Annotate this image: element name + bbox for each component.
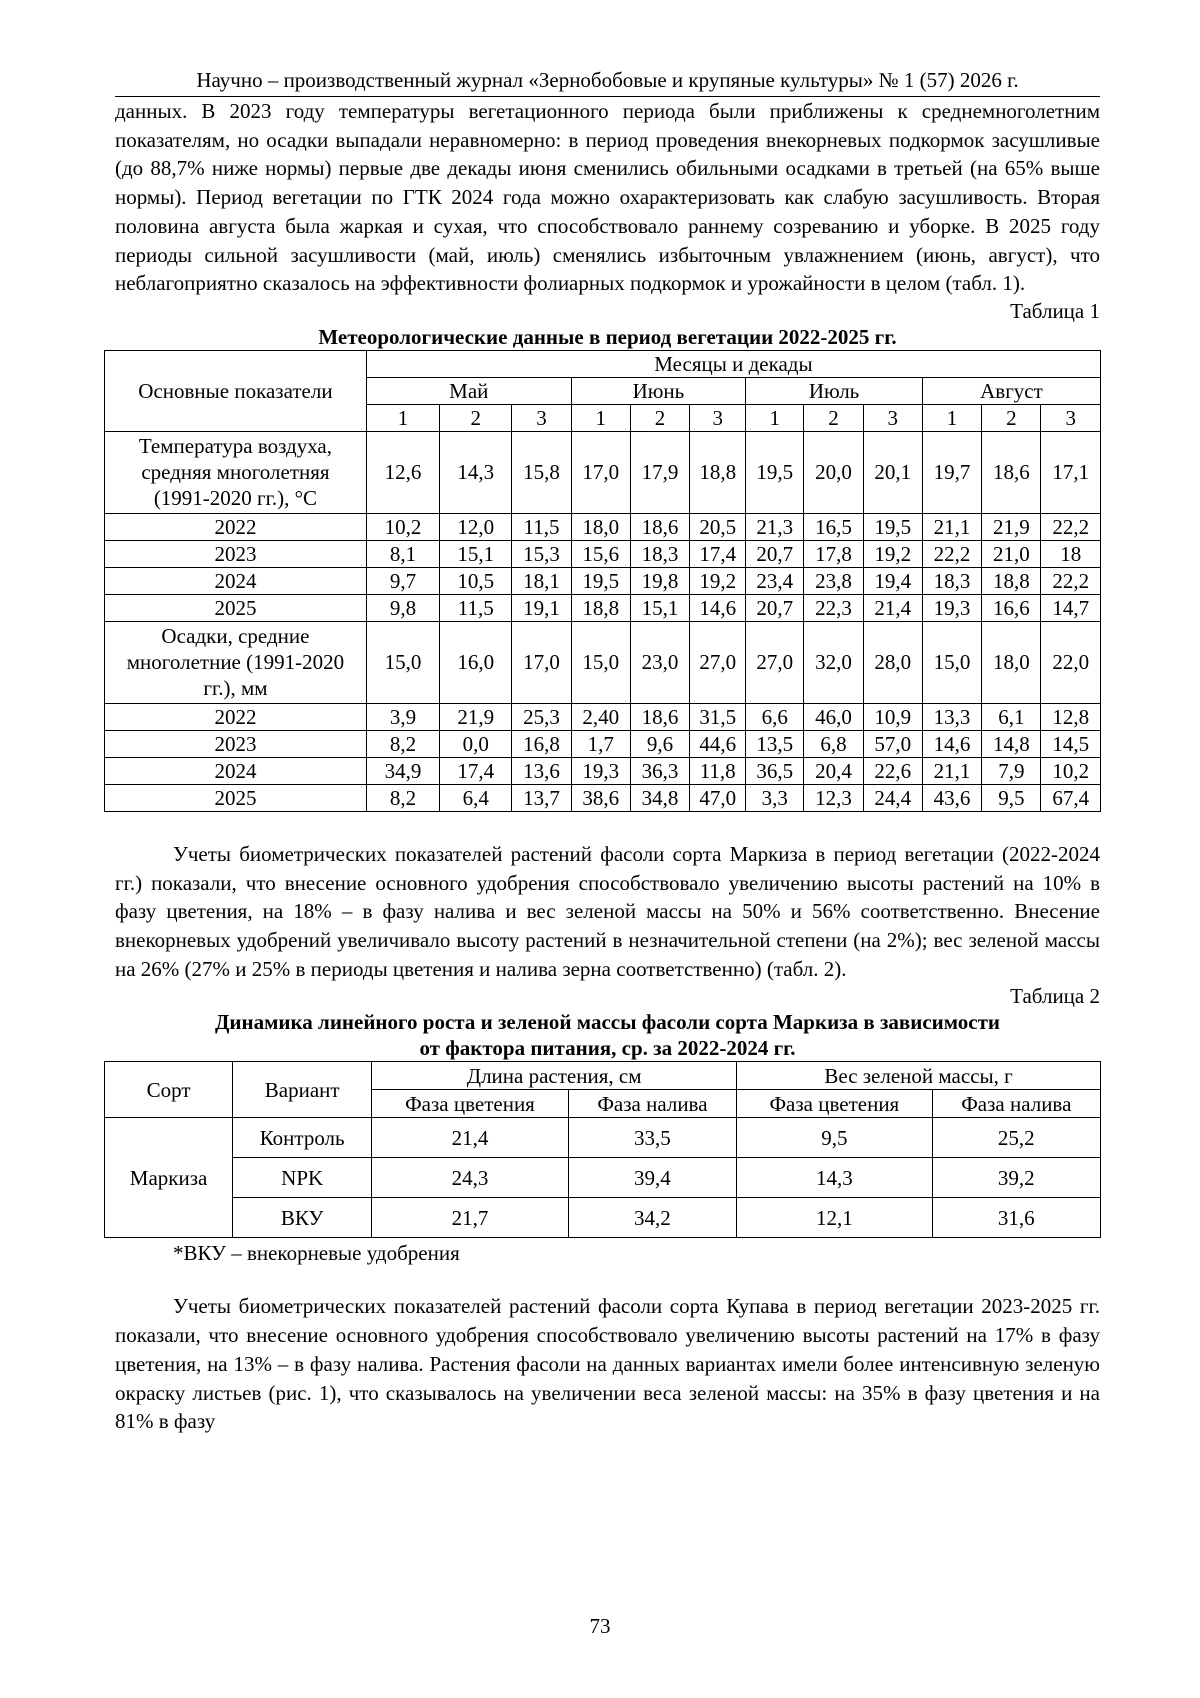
table-1-cell: 22,3 <box>804 594 863 621</box>
table-1-cell: 17,9 <box>630 431 689 513</box>
table-1-cell: 3,9 <box>366 703 439 730</box>
table-1-cell: 27,0 <box>690 621 746 703</box>
table-1-cell: 19,4 <box>863 567 922 594</box>
table-1-row-label: 2023 <box>105 540 367 567</box>
table-1-cell: 22,2 <box>922 540 981 567</box>
table-1-cell: 2,40 <box>571 703 630 730</box>
table-1-row <box>105 621 1101 703</box>
table-1-cell: 17,0 <box>571 431 630 513</box>
table-1-cell: 67,4 <box>1041 784 1101 811</box>
table-1-decade: 2 <box>804 404 863 431</box>
table-1-cell: 20,4 <box>804 757 863 784</box>
table-1-cell: 15,0 <box>571 621 630 703</box>
table-1-cell: 18,1 <box>512 567 571 594</box>
table-1-cell: 38,6 <box>571 784 630 811</box>
table-2-variant: ВКУ <box>233 1198 372 1238</box>
table-2-variant: Контроль <box>233 1118 372 1158</box>
table-1-decade: 1 <box>922 404 981 431</box>
table-1-decade: 2 <box>630 404 689 431</box>
table-2-header-length: Длина растения, см <box>372 1062 737 1090</box>
table-1-row <box>105 540 1101 567</box>
table-1-decade: 2 <box>440 404 512 431</box>
table-1-decade: 3 <box>512 404 571 431</box>
table-1-cell: 1,7 <box>571 730 630 757</box>
table-1-cell: 9,6 <box>630 730 689 757</box>
table-1-month: Июль <box>746 377 923 404</box>
table-2-cell: 39,2 <box>932 1158 1100 1198</box>
table-1-cell: 17,1 <box>1041 431 1101 513</box>
table-1-cell: 28,0 <box>863 621 922 703</box>
table-2-cell: 14,3 <box>737 1158 933 1198</box>
table-1-cell: 13,3 <box>922 703 981 730</box>
table-1-cell: 25,3 <box>512 703 571 730</box>
table-1-cell: 8,1 <box>366 540 439 567</box>
table-2-cell: 24,3 <box>372 1158 569 1198</box>
table-1-cell: 19,5 <box>571 567 630 594</box>
table-1-row-label: 2023 <box>105 730 367 757</box>
table-1-cell: 19,1 <box>512 594 571 621</box>
table-1-cell: 14,8 <box>982 730 1041 757</box>
page <box>115 68 1100 1436</box>
table-2-row <box>105 1198 1101 1238</box>
table-1-row <box>105 784 1101 811</box>
table-1-cell: 21,3 <box>746 513 804 540</box>
table-1-cell: 19,2 <box>690 567 746 594</box>
table-2-cell: 21,7 <box>372 1198 569 1238</box>
table-1-cell: 19,5 <box>863 513 922 540</box>
table-1-row-label: 2022 <box>105 703 367 730</box>
table-1-cell: 20,0 <box>804 431 863 513</box>
table-1-cell: 23,0 <box>630 621 689 703</box>
table-1-cell: 22,0 <box>1041 621 1101 703</box>
journal-header: Научно – производственный журнал «Зернобобовые и крупяные культуры» № 1 (57) 2026 г. <box>115 68 1100 97</box>
table-1-title: Метеорологические данные в период вегетации 2022-2025 гг. <box>318 324 897 349</box>
table-1-cell: 18,3 <box>922 567 981 594</box>
table-1-row <box>105 513 1101 540</box>
table-1-cell: 31,5 <box>690 703 746 730</box>
table-1-cell: 36,5 <box>746 757 804 784</box>
table-1-cell: 19,2 <box>863 540 922 567</box>
table-1-cell: 15,6 <box>571 540 630 567</box>
table-1-cell: 10,2 <box>1041 757 1101 784</box>
table-1-cell: 20,7 <box>746 540 804 567</box>
table-1-cell: 21,1 <box>922 513 981 540</box>
table-2-label: Таблица 2 <box>1010 984 1100 1009</box>
table-1-row <box>105 730 1101 757</box>
table-1-row-label: 2025 <box>105 594 367 621</box>
table-1-row <box>105 594 1101 621</box>
table-1-cell: 18 <box>1041 540 1101 567</box>
table-1-cell: 14,6 <box>922 730 981 757</box>
table-1-cell: 47,0 <box>690 784 746 811</box>
table-2-subheader: Фаза цветения <box>372 1090 569 1118</box>
table-1-cell: 12,0 <box>440 513 512 540</box>
table-1-cell: 8,2 <box>366 784 439 811</box>
table-1-cell: 19,5 <box>746 431 804 513</box>
table-1-cell: 14,6 <box>690 594 746 621</box>
table-1-cell: 18,0 <box>571 513 630 540</box>
table-2-cell: 12,1 <box>737 1198 933 1238</box>
table-1-cell: 6,1 <box>982 703 1041 730</box>
table-1-cell: 16,8 <box>512 730 571 757</box>
table-1-cell: 21,0 <box>982 540 1041 567</box>
table-1-cell: 15,0 <box>366 621 439 703</box>
table-1-decade: 1 <box>366 404 439 431</box>
table-1-month: Май <box>366 377 571 404</box>
table-1-cell: 11,8 <box>690 757 746 784</box>
table-1-row <box>105 567 1101 594</box>
table-1-cell: 6,6 <box>746 703 804 730</box>
table-1-cell: 18,6 <box>982 431 1041 513</box>
table-1-decade: 2 <box>982 404 1041 431</box>
table-2-title-line-2: от фактора питания, ср. за 2022-2024 гг. <box>419 1036 796 1061</box>
table-1-cell: 18,0 <box>982 621 1041 703</box>
table-1-row-label: Температура воздуха, средняя многолетняя (1991-2020 гг.), °С <box>105 431 367 513</box>
table-1-label: Таблица 1 <box>1010 298 1100 323</box>
table-1-cell: 22,6 <box>863 757 922 784</box>
table-1-decade: 1 <box>746 404 804 431</box>
table-1-cell: 16,5 <box>804 513 863 540</box>
table-1-cell: 23,4 <box>746 567 804 594</box>
table-2-header-variant: Вариант <box>233 1062 372 1118</box>
table-1-cell: 13,7 <box>512 784 571 811</box>
table-2-cell: 33,5 <box>568 1118 736 1158</box>
table-1-row <box>105 703 1101 730</box>
table-1-cell: 21,9 <box>440 703 512 730</box>
table-2-cell: 21,4 <box>372 1118 569 1158</box>
table-1-cell: 27,0 <box>746 621 804 703</box>
table-1-cell: 34,8 <box>630 784 689 811</box>
table-1-row-label: 2024 <box>105 757 367 784</box>
table-1-month: Июнь <box>571 377 746 404</box>
table-1-cell: 13,6 <box>512 757 571 784</box>
table-1-cell: 20,7 <box>746 594 804 621</box>
table-1-cell: 21,4 <box>863 594 922 621</box>
table-1-col-header: Основные показатели <box>105 350 367 431</box>
table-1-cell: 17,0 <box>512 621 571 703</box>
table-1-decade: 1 <box>571 404 630 431</box>
table-1-cell: 12,6 <box>366 431 439 513</box>
table-2-title-line-1: Динамика линейного роста и зеленой массы фасоли сорта Маркиза в зависимости <box>214 1010 1001 1035</box>
table-1-cell: 18,6 <box>630 703 689 730</box>
table-1-cell: 15,1 <box>440 540 512 567</box>
table-1 <box>104 350 1101 812</box>
table-1-cell: 14,7 <box>1041 594 1101 621</box>
table-2-cell: 25,2 <box>932 1118 1100 1158</box>
table-2-row <box>105 1158 1101 1198</box>
table-1-cell: 57,0 <box>863 730 922 757</box>
table-1-row-label: 2025 <box>105 784 367 811</box>
table-1-row-label: 2022 <box>105 513 367 540</box>
table-1-cell: 12,8 <box>1041 703 1101 730</box>
table-1-cell: 43,6 <box>922 784 981 811</box>
table-1-month: Август <box>922 377 1100 404</box>
table-1-cell: 46,0 <box>804 703 863 730</box>
table-1-cell: 15,0 <box>922 621 981 703</box>
table-1-cell: 12,3 <box>804 784 863 811</box>
table-1-cell: 17,8 <box>804 540 863 567</box>
table-1-cell: 18,3 <box>630 540 689 567</box>
table-2-subheader: Фаза налива <box>932 1090 1100 1118</box>
table-1-cell: 0,0 <box>440 730 512 757</box>
table-1-cell: 11,5 <box>512 513 571 540</box>
table-1-cell: 10,2 <box>366 513 439 540</box>
table-1-cell: 34,9 <box>366 757 439 784</box>
table-1-cell: 18,8 <box>690 431 746 513</box>
table-1-cell: 19,8 <box>630 567 689 594</box>
table-1-cell: 18,6 <box>630 513 689 540</box>
paragraph-3: Учеты биометрических показателей растений фасоли сорта Купава в период вегетации 2023-2025 гг. показали, что внесение основного удобрения способствовало увеличению высоты растений на 17% в фазу цветения, на 13% – в фазу налива. Растения фасоли на данных вариантах имели более интенсивную зеленую окраску листьев (рис. 1), что сказывалось на увеличении веса зеленой массы: на 35% в фазу цветения и на 81% в фазу <box>115 1294 1100 1434</box>
table-1-decade: 3 <box>1041 404 1101 431</box>
table-1-cell: 36,3 <box>630 757 689 784</box>
table-2-cell: 34,2 <box>568 1198 736 1238</box>
table-1-cell: 15,1 <box>630 594 689 621</box>
table-1-cell: 15,3 <box>512 540 571 567</box>
table-1-row-label: 2024 <box>105 567 367 594</box>
table-1-cell: 14,5 <box>1041 730 1101 757</box>
table-1-cell: 10,5 <box>440 567 512 594</box>
table-1-cell: 18,8 <box>982 567 1041 594</box>
table-1-cell: 18,8 <box>571 594 630 621</box>
table-1-cell: 23,8 <box>804 567 863 594</box>
paragraph-2: Учеты биометрических показателей растений фасоли сорта Маркиза в период вегетации (2022-2024 гг.) показали, что внесение основного удобрения способствовало увеличению высоты растений на 10% в фазу цветения, на 18% – в фазу налива и вес зеленой массы на 50% и 56% соответственно. Внесение внекорневых удобрений увеличивало высоту растений в незначительной степени (на 2%); вес зеленой массы на 26% (27% и 25% в периоды цветения и налива зерна соответственно) (табл. 2). <box>115 841 1100 981</box>
table-1-decade: 3 <box>690 404 746 431</box>
table-2-cell: 9,5 <box>737 1118 933 1158</box>
table-1-row <box>105 757 1101 784</box>
paragraph-1: данных. В 2023 году температуры вегетационного периода были приближены к среднемноголетним показателям, но осадки выпадали неравномерно: в период проведения внекорневых подкормок засушливые (до 88,7% ниже нормы) первые две декады июня сменились обильными осадками в третьей (на 65% выше нормы). Период вегетации по ГТК 2024 года можно охарактеризовать как слабую засушливость. Вторая половина августа была жаркая и сухая, что способствовало раннему созреванию и уборке. В 2025 году периоды сильной засушливости (май, июль) сменялись избыточным увлажнением (июнь, август), что неблагоприятно сказалось на эффективности фолиарных подкормок и урожайности в целом (табл. 1). <box>115 99 1100 296</box>
table-1-group-header: Месяцы и декады <box>366 350 1100 377</box>
table-1-cell: 22,2 <box>1041 513 1101 540</box>
page-number: 73 <box>589 1614 611 1638</box>
table-1-cell: 6,4 <box>440 784 512 811</box>
table-1-cell: 10,9 <box>863 703 922 730</box>
table-1-cell: 9,5 <box>982 784 1041 811</box>
table-1-cell: 6,8 <box>804 730 863 757</box>
table-2-cell: 31,6 <box>932 1198 1100 1238</box>
footnote: *ВКУ – внекорневые удобрения <box>173 1241 460 1266</box>
table-1-cell: 32,0 <box>804 621 863 703</box>
table-1-cell: 20,1 <box>863 431 922 513</box>
table-1-cell: 8,2 <box>366 730 439 757</box>
table-1-cell: 9,8 <box>366 594 439 621</box>
table-1-cell: 21,1 <box>922 757 981 784</box>
table-1-cell: 17,4 <box>690 540 746 567</box>
table-1-cell: 44,6 <box>690 730 746 757</box>
table-1-cell: 16,0 <box>440 621 512 703</box>
table-2-header-sort: Сорт <box>105 1062 233 1118</box>
table-1-row <box>105 431 1101 513</box>
table-1-cell: 19,3 <box>922 594 981 621</box>
table-1-decade: 3 <box>863 404 922 431</box>
table-2 <box>104 1061 1101 1238</box>
table-1-cell: 3,3 <box>746 784 804 811</box>
table-1-cell: 7,9 <box>982 757 1041 784</box>
table-1-cell: 24,4 <box>863 784 922 811</box>
table-1-cell: 19,7 <box>922 431 981 513</box>
table-2-variant: NPK <box>233 1158 372 1198</box>
table-2-sort-name: Маркиза <box>105 1118 233 1238</box>
table-1-cell: 21,9 <box>982 513 1041 540</box>
table-2-row <box>105 1118 1101 1158</box>
table-1-cell: 13,5 <box>746 730 804 757</box>
table-2-subheader: Фаза цветения <box>737 1090 933 1118</box>
table-1-cell: 9,7 <box>366 567 439 594</box>
table-1-cell: 19,3 <box>571 757 630 784</box>
table-1-cell: 15,8 <box>512 431 571 513</box>
table-1-cell: 17,4 <box>440 757 512 784</box>
table-1-cell: 14,3 <box>440 431 512 513</box>
table-2-subheader: Фаза налива <box>568 1090 736 1118</box>
table-2-cell: 39,4 <box>568 1158 736 1198</box>
table-1-cell: 16,6 <box>982 594 1041 621</box>
table-1-cell: 11,5 <box>440 594 512 621</box>
table-1-row-label: Осадки, средние многолетние (1991-2020 гг.), мм <box>105 621 367 703</box>
table-1-cell: 22,2 <box>1041 567 1101 594</box>
table-1-cell: 20,5 <box>690 513 746 540</box>
table-2-header-mass: Вес зеленой массы, г <box>737 1062 1101 1090</box>
